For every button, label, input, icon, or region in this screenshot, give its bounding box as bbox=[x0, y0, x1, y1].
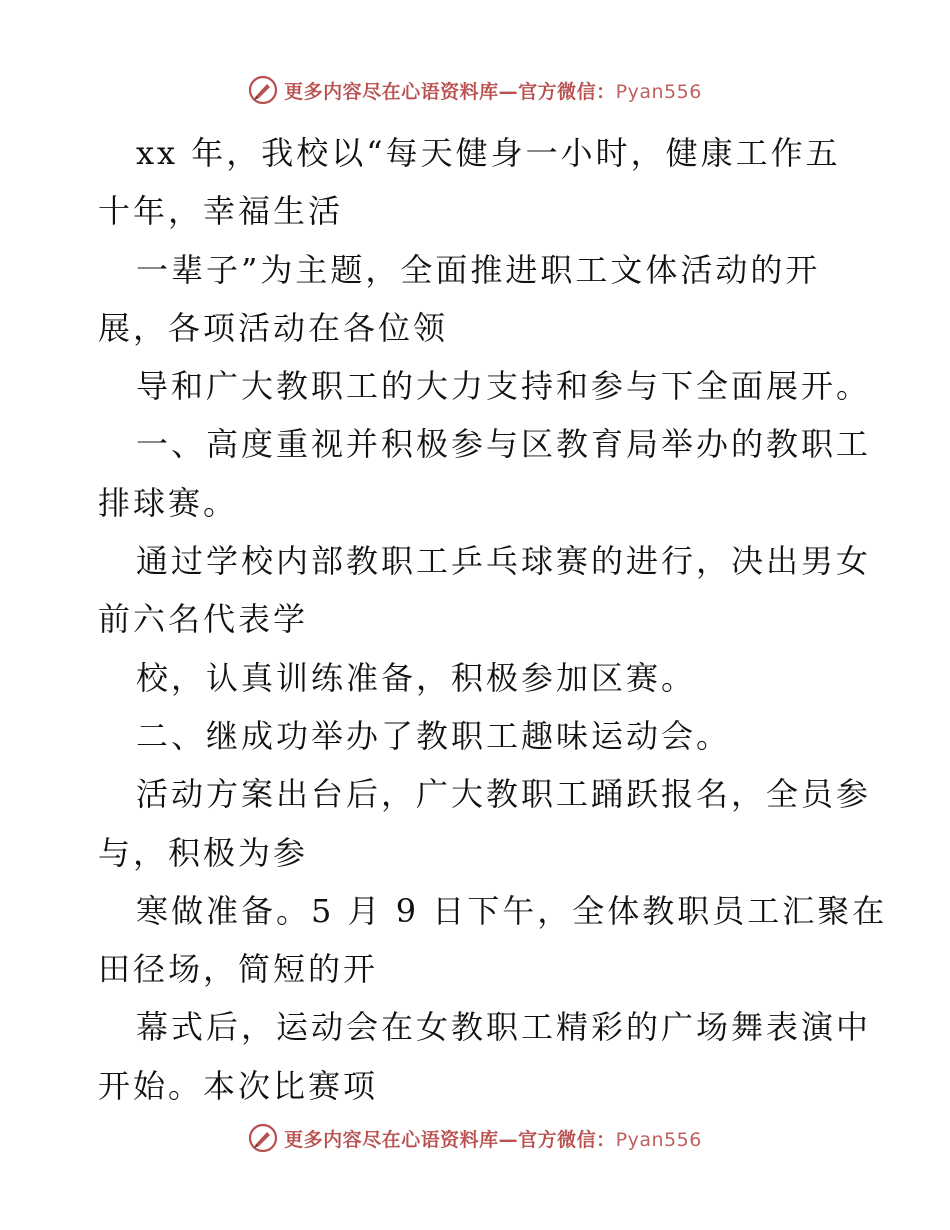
document-body bbox=[98, 124, 888, 1115]
text-line: 寒做准备。5 月 9 日下午，全体教职员工汇聚在 bbox=[136, 891, 888, 930]
text-line: 十年，幸福生活 bbox=[98, 192, 344, 231]
header-banner bbox=[0, 70, 950, 110]
pen-logo-icon bbox=[248, 1123, 278, 1153]
text-line: 活动方案出台后，广大教职工踊跃报名，全员参 bbox=[136, 775, 872, 814]
text-line: 田径场，简短的开 bbox=[98, 950, 379, 989]
text-line: 前六名代表学 bbox=[98, 600, 309, 639]
text-line: 导和广大教职工的大力支持和参与下全面展开。 bbox=[136, 367, 872, 406]
text-line: 通过学校内部教职工乒乓球赛的进行，决出男女 bbox=[136, 542, 872, 581]
pen-logo-icon bbox=[248, 75, 278, 105]
text-line: xx 年，我校以“每天健身一小时，健康工作五 bbox=[136, 134, 841, 172]
text-line: 一、高度重视并积极参与区教育局举办的教职工 bbox=[136, 425, 872, 464]
header-banner-text: 更多内容尽在心语资料库—官方微信：Pyan556 bbox=[284, 80, 702, 103]
footer-banner-text: 更多内容尽在心语资料库—官方微信：Pyan556 bbox=[284, 1128, 702, 1151]
header-contact-id: Pyan556 bbox=[615, 80, 702, 103]
text-line: 开始。本次比赛项 bbox=[98, 1066, 379, 1105]
text-line: 排球赛。 bbox=[98, 483, 239, 522]
text-line: 校，认真训练准备，积极参加区赛。 bbox=[136, 658, 697, 697]
footer-contact-id: Pyan556 bbox=[615, 1128, 702, 1151]
footer-banner bbox=[0, 1118, 950, 1158]
text-line: 幕式后，运动会在女教职工精彩的广场舞表演中 bbox=[136, 1008, 872, 1047]
text-line: 展，各项活动在各位领 bbox=[98, 308, 449, 347]
text-line: 一辈子”为主题，全面推进职工文体活动的开 bbox=[136, 250, 821, 289]
text-line: 与，积极为参 bbox=[98, 833, 309, 872]
text-line: 二、继成功举办了教职工趣味运动会。 bbox=[136, 716, 732, 755]
